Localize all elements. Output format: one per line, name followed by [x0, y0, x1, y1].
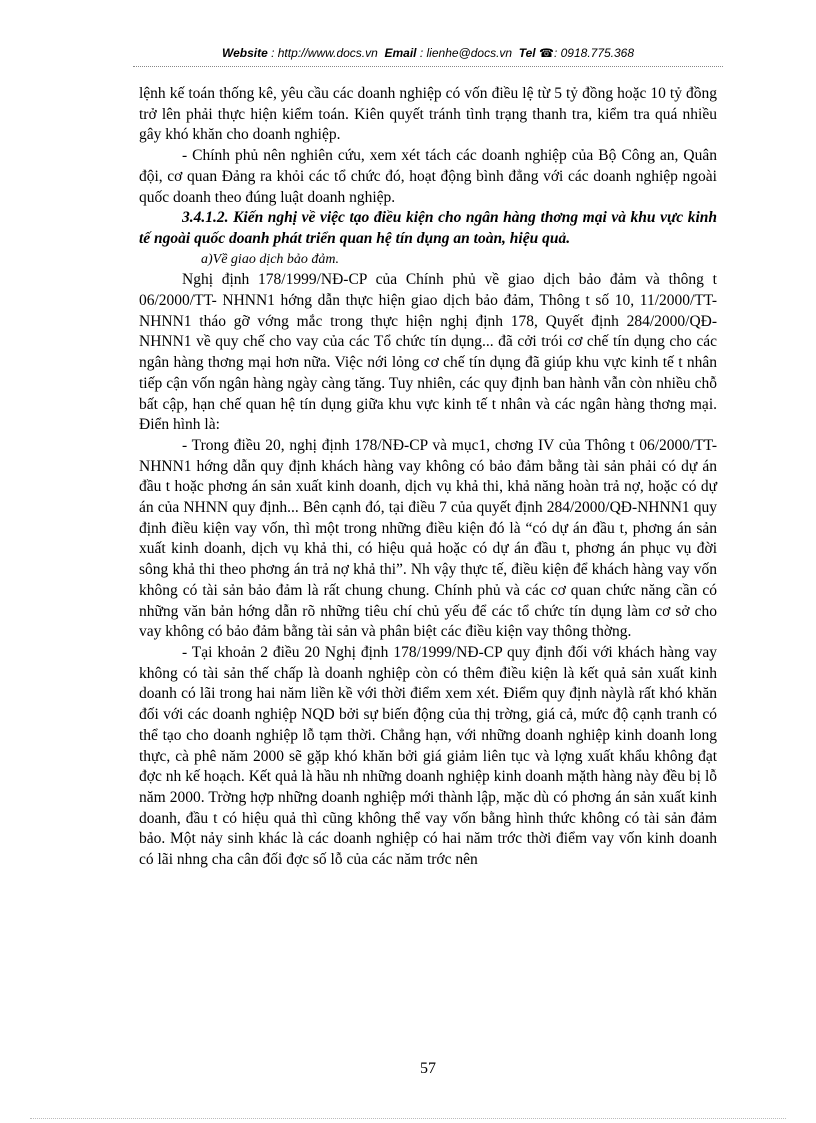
- paragraph-clause-2: - Tại khoản 2 điều 20 Nghị định 178/1999/NĐ-CP quy định đối với khách hàng vay không có tài sản thế chấp là doanh nghiệp còn có thêm điều kiện là kết quả sản xuất kinh doanh có lãi trong hai năm liền kề với thời điểm xem xét. Điểm quy định nàylà rất khó khăn đối với các doanh nghiệp NQD bởi sự biến động của thị trờng, giá cả, mức độ cạnh tranh có thể tạo cho doanh nghiệp lỗ tạm thời. Chẳng hạn, với những doanh nghiệp kinh doanh long thực, cà phê năm 2000 sẽ gặp khó khăn bởi giá giảm liên tục và lợng xuất khẩu không đạt đợc nh kế hoạch. Kết quả là hầu nh những doanh nghiệp kinh doanh mặth hàng này đều bị lỗ năm 2000. Trờng hợp những doanh nghiệp mới thành lập, mặc dù có phơng án sản xuất kinh doanh, đầu t có hiệu quả thì cũng không thể vay vốn bằng hình thức không có tài sản đảm bảo. Một nảy sinh khác là các doanh nghiệp có hai năm trớc thời điểm vay vốn kinh doanh có lãi nhng cha cân đối đợc số lỗ của các năm trớc nên: [139, 643, 717, 869]
- header-divider: [133, 66, 723, 67]
- paragraph-government-recommendation: - Chính phủ nên nghiên cứu, xem xét tách các doanh nghiệp của Bộ Công an, Quân đội, cơ quan Đảng ra khỏi các tổ chức đó, hoạt động bình đẳng với các doanh nghiệp ngoài quốc doanh theo đúng luật doanh nghiệp.: [139, 147, 717, 206]
- page-number: 57: [420, 1060, 436, 1077]
- section-heading: 3.4.1.2. Kiến nghị về việc tạo điều kiện cho ngân hàng thơng mại và khu vực kinh tế ngoài quốc doanh phát triển quan hệ tín dụng an toàn, hiệu quả.: [139, 209, 717, 247]
- subsection-heading: a)Về giao dịch bảo đảm.: [201, 251, 340, 267]
- tel-label: Tel: [518, 46, 536, 60]
- email-label: Email: [384, 46, 417, 60]
- website-label: Website: [221, 46, 268, 60]
- paragraph-continued: lệnh kế toán thống kê, yêu cầu các doanh nghiệp có vốn điều lệ từ 5 tỷ đồng hoặc 10 tỷ đồng trở lên phải thực hiện kiểm toán. Kiên quyết tránh tình trạng thanh tra, kiểm tra quá nhiều gây khó khăn cho doanh nghiệp.: [139, 85, 717, 144]
- tel-value: : 0918.775.368: [553, 46, 635, 60]
- website-value: : http://www.docs.vn: [271, 46, 378, 60]
- footer-divider: [30, 1118, 786, 1119]
- paragraph-decree-178: Nghị định 178/1999/NĐ-CP của Chính phủ về giao dịch bảo đảm và thông t 06/2000/TT- NHNN1 hớng dẫn thực hiện giao dịch bảo đảm, Thông t số 10, 11/2000/TT- NHNN1 tháo gỡ vớng mắc trong thực hiện nghị định 178, Quyết định 284/2000/QĐ- NHNN1 về quy chế cho vay của các Tổ chức tín dụng... đã cởi trói cơ chế tín dụng cho các ngân hàng thơng mại hơn nữa. Việc nới lỏng cơ chế tín dụng đã giúp khu vực kinh tế t nhân tiếp cận vốn ngân hàng ngày càng tăng. Tuy nhiên, các quy định ban hành vẫn còn nhiều chỗ bất cập, hạn chế quan hệ tín dụng giữa khu vực kinh tế t nhân và các ngân hàng thơng mại. Điển hình là:: [139, 271, 717, 434]
- phone-icon: ☎: [539, 46, 554, 60]
- document-body: [139, 84, 717, 871]
- page-header: [133, 46, 723, 60]
- paragraph-article-20: - Trong điều 20, nghị định 178/NĐ-CP và mục1, chơng IV của Thông t 06/2000/TT-NHNN1 hớng dẫn quy định khách hàng vay không có bảo đảm bằng tài sản phải có dự án đầu t hoặc phơng án sản xuất kinh doanh, dịch vụ khả thi, khả năng hoàn trả nợ, hoặc có dự án của NHNN quy định... Bên cạnh đó, tại điều 7 của quyết định 284/2000/QĐ-NHNN1 quy định điều kiện vay vốn, thì một trong những điều kiện đó là “có dự án đầu t, phơng án sản xuất kinh doanh, dịch vụ khả thi, có hiệu quả hoặc có dự án đầu t, phơng án phục vụ đời sông khả thi theo phơng án trả nợ khả thi”. Nh vậy thực tế, điều kiện để khách hàng vay vốn không có tài sản bảo đảm là rất chung chung. Chính phủ và các cơ quan chức năng cần có những văn bản hớng dẫn rõ những tiêu chí chủ yếu để các tổ chức tín dụng làm cơ sở cho vay không có bảo đảm bằng tài sản và phân biệt các điều kiện vay thông thờng.: [139, 436, 717, 641]
- email-value: : lienhe@docs.vn: [419, 46, 513, 60]
